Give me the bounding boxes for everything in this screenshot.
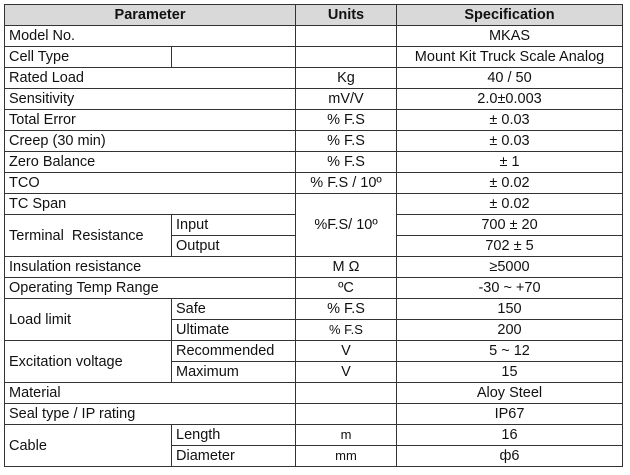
unit-insulation-resistance: M Ω: [296, 257, 397, 278]
label-terminal-resistance: Terminal Resistance: [5, 215, 172, 257]
label-cell-type: Cell Type: [5, 47, 172, 68]
row-tc-span: [5, 194, 623, 215]
label-excitation-voltage: Excitation voltage: [5, 341, 172, 383]
row-zero-balance: [5, 152, 623, 173]
spec-insulation-resistance: ≥5000: [397, 257, 623, 278]
spec-terminal-input: 700 ± 20: [397, 215, 623, 236]
spec-cable-diameter: ф6: [397, 446, 623, 467]
unit-cable-diameter: mm: [296, 446, 397, 467]
label-model-no: Model No.: [5, 26, 296, 47]
label-cable: Cable: [5, 425, 172, 467]
unit-zero-balance: % F.S: [296, 152, 397, 173]
spec-zero-balance: ± 1: [397, 152, 623, 173]
unit-material: [296, 383, 397, 404]
header-row: [5, 5, 623, 26]
row-cell-type: [5, 47, 623, 68]
spec-cell-type: Mount Kit Truck Scale Analog: [397, 47, 623, 68]
label-sensitivity: Sensitivity: [5, 89, 296, 110]
spec-excitation-maximum: 15: [397, 362, 623, 383]
unit-cable-length: m: [296, 425, 397, 446]
spec-operating-temp: -30 ~ +70: [397, 278, 623, 299]
header-parameter: Parameter: [5, 5, 296, 26]
unit-seal-type: [296, 404, 397, 425]
label-terminal-output: Output: [172, 236, 296, 257]
label-zero-balance: Zero Balance: [5, 152, 296, 173]
spec-terminal-output: 702 ± 5: [397, 236, 623, 257]
spec-cable-length: 16: [397, 425, 623, 446]
row-sensitivity: [5, 89, 623, 110]
empty-cell-type-sub: [172, 47, 296, 68]
unit-tc-span-terminal: %F.S/ 10º: [296, 194, 397, 257]
unit-excitation-recommended: V: [296, 341, 397, 362]
label-excitation-maximum: Maximum: [172, 362, 296, 383]
spec-total-error: ± 0.03: [397, 110, 623, 131]
unit-excitation-maximum: V: [296, 362, 397, 383]
spec-seal-type: IP67: [397, 404, 623, 425]
spec-model-no: MKAS: [397, 26, 623, 47]
spec-material: Aloy Steel: [397, 383, 623, 404]
label-material: Material: [5, 383, 296, 404]
spec-load-limit-ultimate: 200: [397, 320, 623, 341]
label-load-limit-ultimate: Ultimate: [172, 320, 296, 341]
unit-total-error: % F.S: [296, 110, 397, 131]
unit-cell-type: [296, 47, 397, 68]
row-operating-temp: [5, 278, 623, 299]
row-tco: [5, 173, 623, 194]
label-insulation-resistance: Insulation resistance: [5, 257, 296, 278]
label-tco: TCO: [5, 173, 296, 194]
label-creep: Creep (30 min): [5, 131, 296, 152]
unit-operating-temp: ºC: [296, 278, 397, 299]
label-load-limit-safe: Safe: [172, 299, 296, 320]
unit-model-no: [296, 26, 397, 47]
spec-sensitivity: 2.0±0.003: [397, 89, 623, 110]
spec-creep: ± 0.03: [397, 131, 623, 152]
header-units: Units: [296, 5, 397, 26]
row-excitation-recommended: [5, 341, 623, 362]
row-seal-type: [5, 404, 623, 425]
row-rated-load: [5, 68, 623, 89]
unit-sensitivity: mV/V: [296, 89, 397, 110]
label-rated-load: Rated Load: [5, 68, 296, 89]
unit-rated-load: Kg: [296, 68, 397, 89]
label-load-limit: Load limit: [5, 299, 172, 341]
spec-rated-load: 40 / 50: [397, 68, 623, 89]
unit-tco: % F.S / 10º: [296, 173, 397, 194]
row-creep: [5, 131, 623, 152]
label-operating-temp: Operating Temp Range: [5, 278, 296, 299]
unit-load-limit-safe: % F.S: [296, 299, 397, 320]
label-tc-span: TC Span: [5, 194, 296, 215]
row-model-no: [5, 26, 623, 47]
row-cable-length: [5, 425, 623, 446]
specification-table: [4, 4, 623, 467]
unit-load-limit-ultimate: % F.S: [296, 320, 397, 341]
label-seal-type: Seal type / IP rating: [5, 404, 296, 425]
spec-tco: ± 0.02: [397, 173, 623, 194]
row-material: [5, 383, 623, 404]
row-insulation-resistance: [5, 257, 623, 278]
label-terminal-input: Input: [172, 215, 296, 236]
label-cable-length: Length: [172, 425, 296, 446]
spec-load-limit-safe: 150: [397, 299, 623, 320]
label-excitation-recommended: Recommended: [172, 341, 296, 362]
label-cable-diameter: Diameter: [172, 446, 296, 467]
header-specification: Specification: [397, 5, 623, 26]
row-total-error: [5, 110, 623, 131]
label-total-error: Total Error: [5, 110, 296, 131]
unit-creep: % F.S: [296, 131, 397, 152]
row-load-limit-safe: [5, 299, 623, 320]
spec-excitation-recommended: 5 ~ 12: [397, 341, 623, 362]
spec-tc-span: ± 0.02: [397, 194, 623, 215]
